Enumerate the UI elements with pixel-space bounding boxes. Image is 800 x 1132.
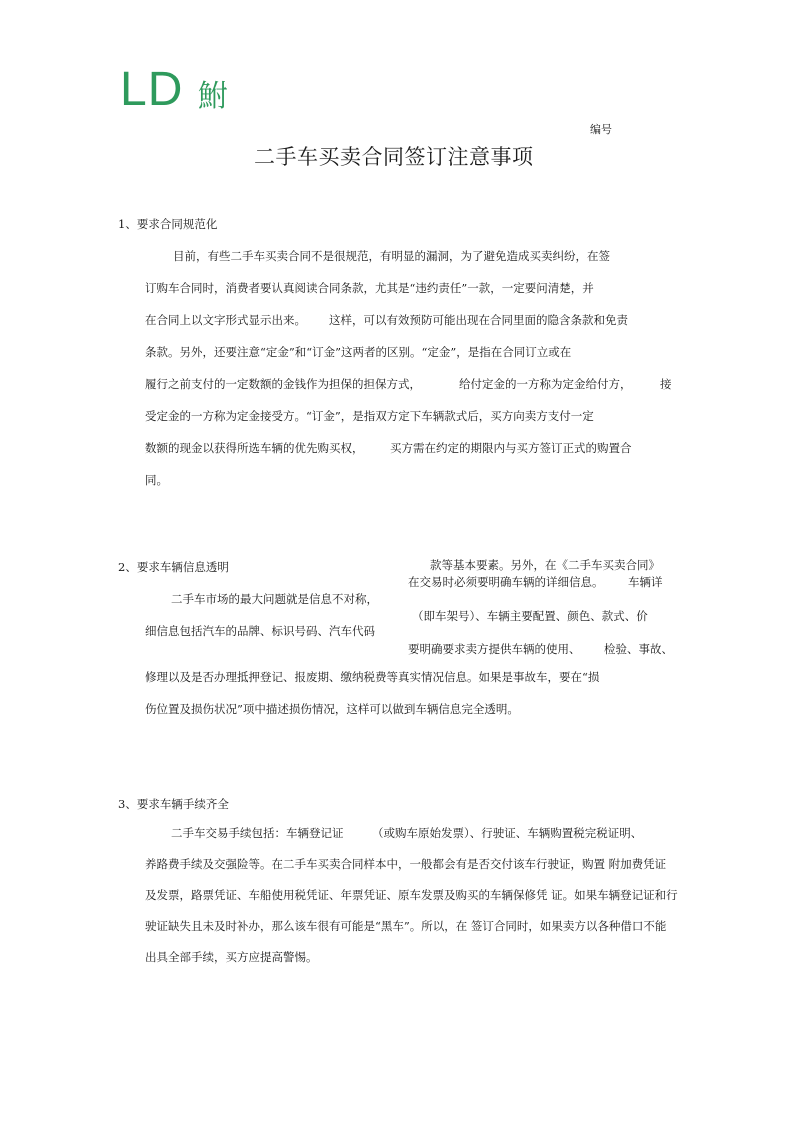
section-1-line: 目前，有些二手车买卖合同不是很规范，有明显的漏洞，为了避免造成买卖纠纷，在签 xyxy=(173,249,610,263)
document-title: 二手车买卖合同签订注意事项 xyxy=(254,145,534,169)
section-1-line: 给付定金的一方称为定金给付方， xyxy=(459,377,632,391)
section-3-line: （或购车原始发票）、行驶证、车辆购置税完税证明、 xyxy=(372,826,643,840)
section-3-line: 二手车交易手续包括：车辆登记证 xyxy=(171,826,344,840)
section-2-line: （即车架号）、车辆主要配置、颜色、款式、价 xyxy=(412,609,648,623)
section-1-line: 同。 xyxy=(145,473,168,487)
section-3-line: 驶证缺失且未及时补办，那么该车很有可能是“黑车”。所以，在 签订合同时，如果卖方以各种借口不能 xyxy=(145,919,667,933)
section-2-line: 车辆详 xyxy=(628,575,663,589)
section-2-line: 检验、事故、 xyxy=(604,642,673,656)
section-1-line: 受定金的一方称为定金接受方。“订金”，是指双方定下车辆款式后，买方向卖方支付一定 xyxy=(145,409,594,423)
section-3-line: 养路费手续及交强险等。在二手车买卖合同样本中，一般都会有是否交付该车行驶证，购置 附加费凭证 xyxy=(145,857,667,871)
section-2-line: 二手车市场的最大问题就是信息不对称， xyxy=(171,592,378,606)
section-2-line: 款等基本要素。另外，在《二手车买卖合同》 xyxy=(430,558,660,572)
serial-number-label: 编号 xyxy=(590,123,612,136)
section-3-line: 出具全部手续，买方应提高警惕。 xyxy=(145,950,318,964)
section-2-line: 要明确要求卖方提供车辆的使用、 xyxy=(408,642,581,656)
section-2-line: 修理以及是否办理抵押登记、报废期、缴纳税费等真实情况信息。如果是事故车，要在“损 xyxy=(145,670,600,684)
section-1-line: 数额的现金以获得所选车辆的优先购买权， xyxy=(145,441,364,455)
section-2-line: 伤位置及损伤状况”项中描述损伤情况，这样可以做到车辆信息完全透明。 xyxy=(145,702,519,716)
section-1-line: 买方需在约定的期限内与买方签订正式的购置合 xyxy=(390,441,632,455)
section-3-heading: 3、要求车辆手续齐全 xyxy=(118,797,229,811)
section-3-line: 及发票，路票凭证、车船使用税凭证、年票凭证、原车发票及购买的车辆保修凭 证。如果车辆登记证和行 xyxy=(145,888,678,902)
logo-character: 鮒 xyxy=(198,79,228,114)
logo-text: LD xyxy=(120,63,184,116)
section-1-line: 接 xyxy=(660,377,672,391)
section-1-line: 在合同上以文字形式显示出来。 xyxy=(145,313,306,327)
section-1-line: 履行之前支付的一定数额的金钱作为担保的担保方式， xyxy=(145,377,421,391)
section-1-heading: 1、要求合同规范化 xyxy=(118,217,218,231)
section-2-line: 细信息包括汽车的品牌、标识号码、汽车代码 xyxy=(145,624,375,638)
section-2-heading: 2、要求车辆信息透明 xyxy=(118,560,229,574)
section-2-line: 在交易时必须要明确车辆的详细信息。 xyxy=(408,575,604,589)
section-1-line: 这样，可以有效预防可能出现在合同里面的隐含条款和免责 xyxy=(329,313,628,327)
section-1-line: 订购车合同时，消费者要认真阅读合同条款，尤其是“违约责任”一款，一定要问清楚，并 xyxy=(145,281,594,295)
section-1-line: 条款。另外，还要注意“定金”和“订金”这两者的区别。“定金”，是指在合同订立或在 xyxy=(145,345,572,359)
